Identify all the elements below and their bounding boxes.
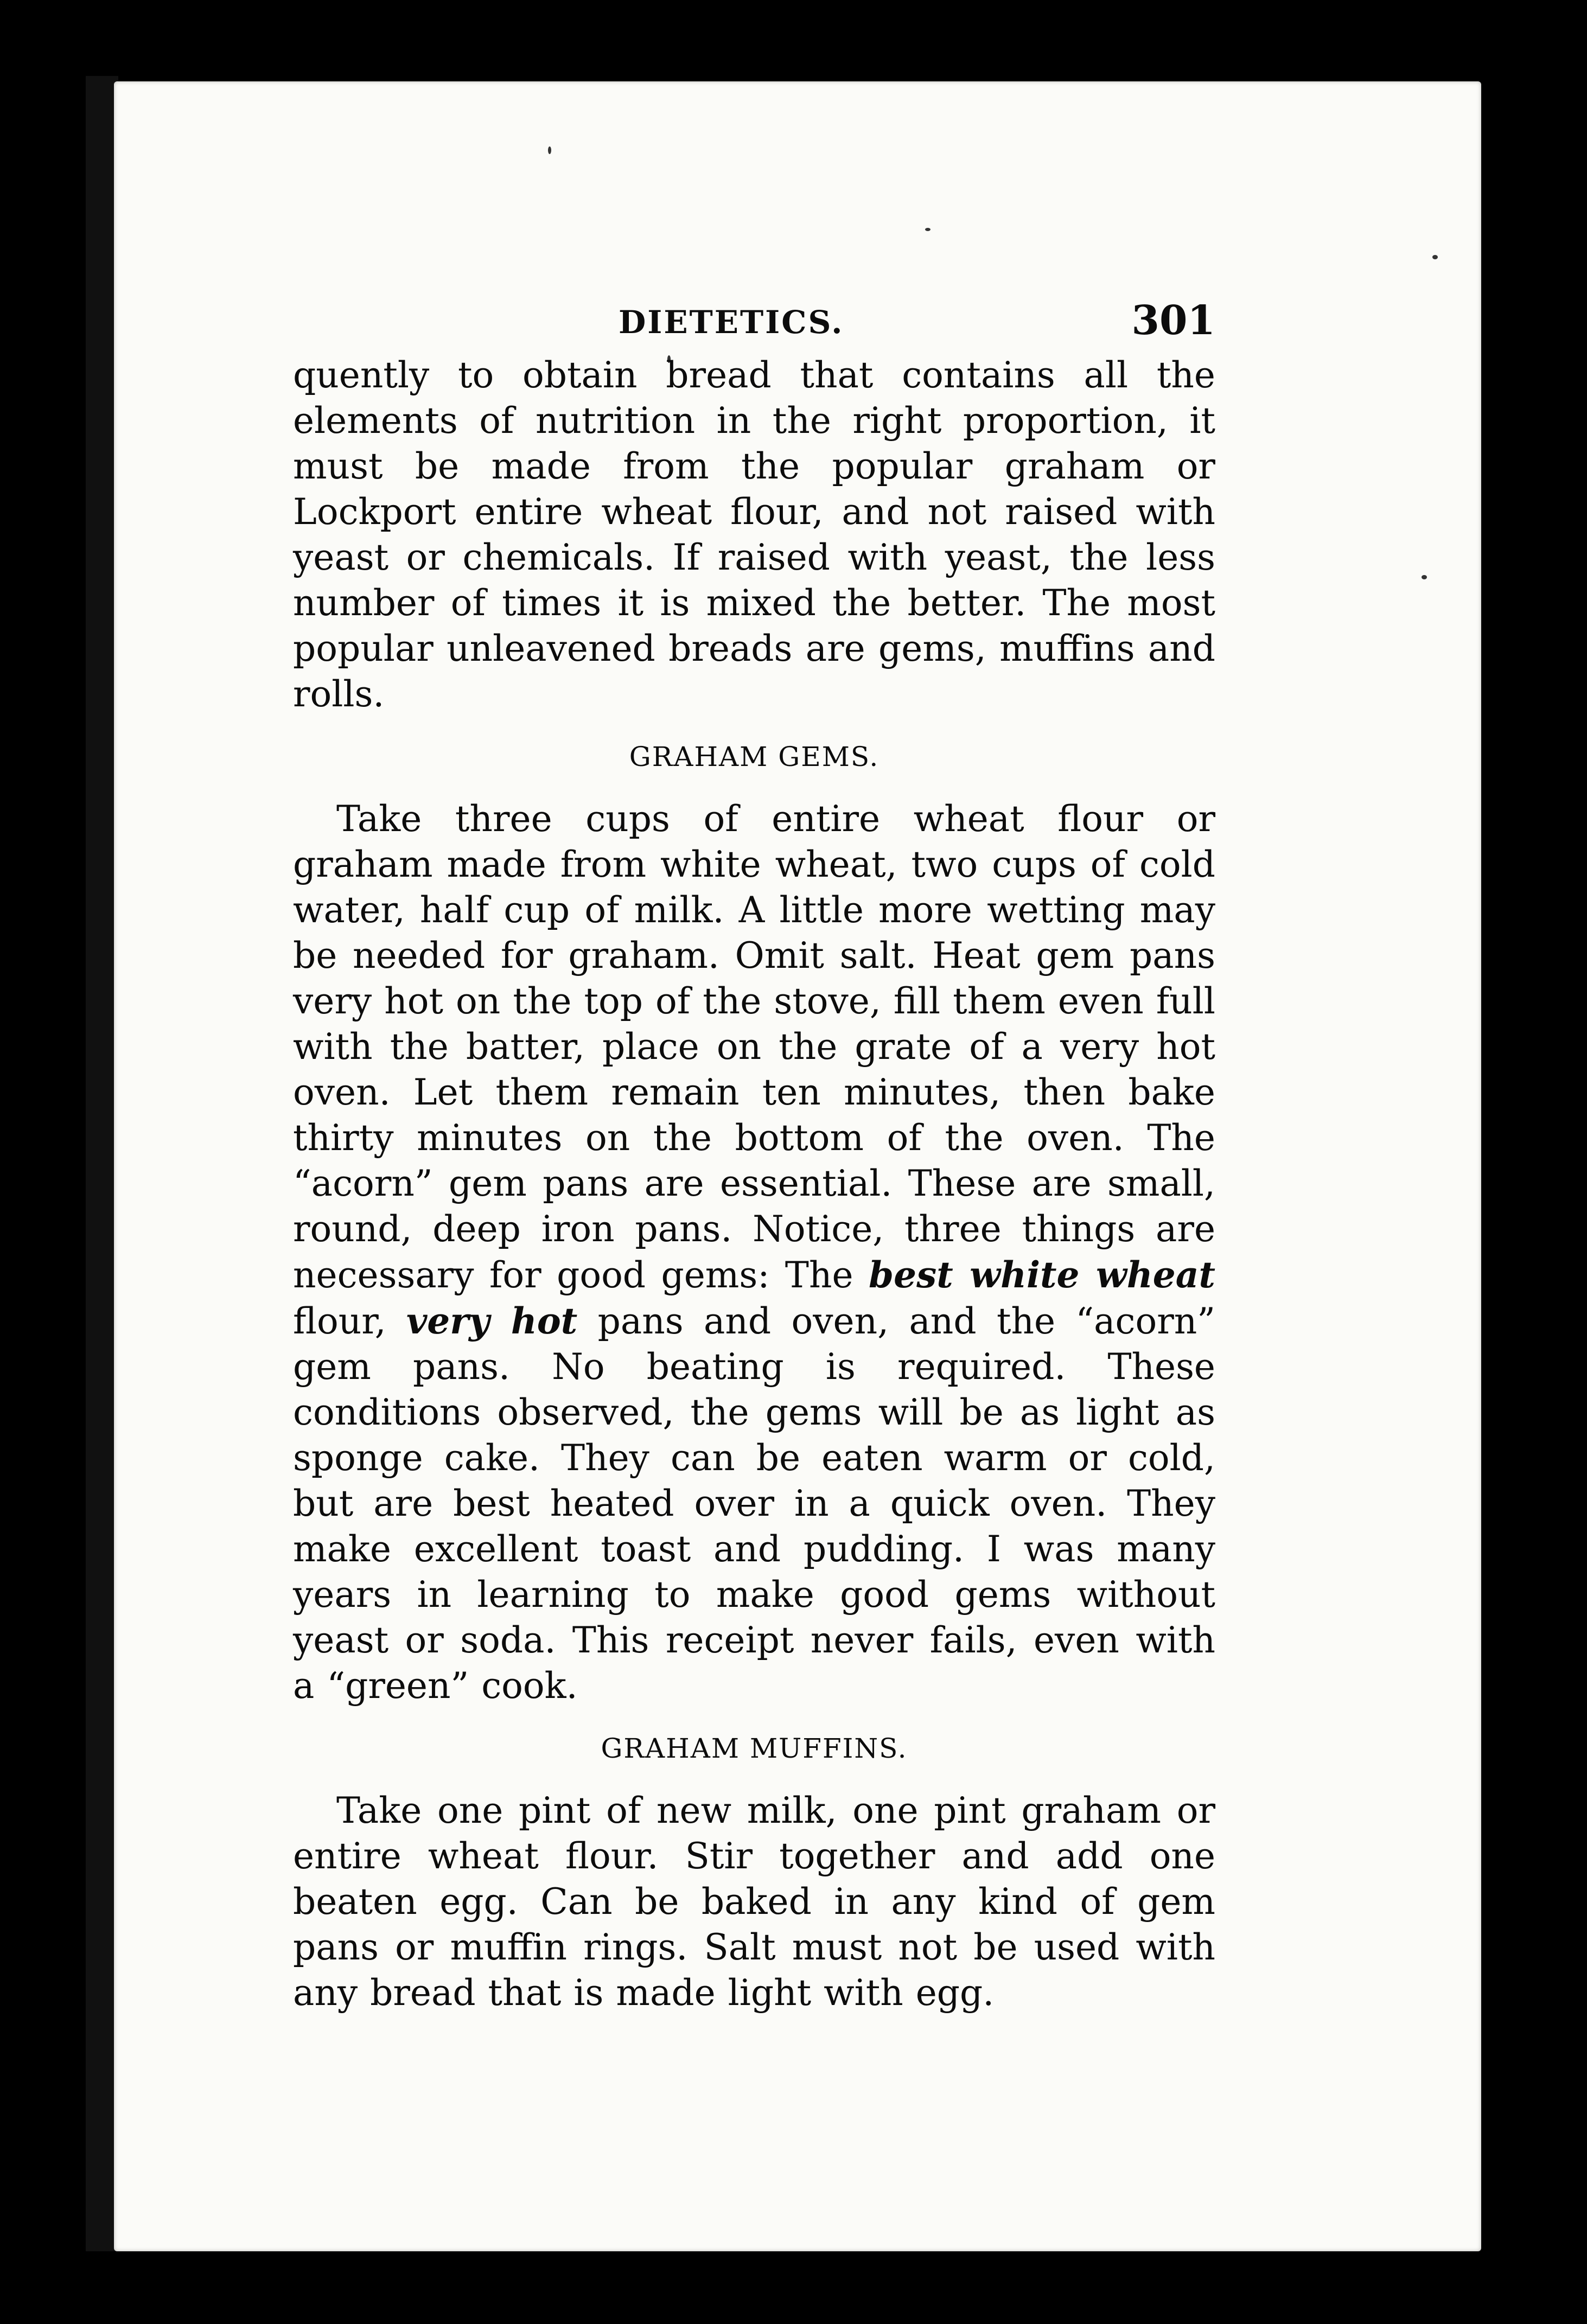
scan-speck <box>925 228 930 231</box>
section-heading-graham-muffins: GRAHAM MUFFINS. <box>601 1733 908 1764</box>
scan-speck <box>1432 255 1438 259</box>
graham-gems-paragraph <box>293 796 1215 1709</box>
scan-speck <box>548 146 551 154</box>
running-head-title: DIETETICS. <box>619 304 844 341</box>
running-head <box>293 293 1215 353</box>
page-text <box>293 293 1215 2016</box>
scan-speck <box>1422 575 1427 579</box>
binding-edge <box>86 76 118 2251</box>
intro-paragraph: quently to obtain bread that contains all the elements of nutrition in the right proportion, it must be made from the popular graham or Lockport entire wheat flour, and not raised with yeast or chemicals. If raised with yeast, the less number of times it is mixed the better. The most popular unleavened breads are gems, muffins and rolls. <box>293 354 1215 715</box>
graham-gems-italic-1: best white wheat <box>868 1254 1215 1296</box>
graham-gems-text-2: flour, <box>293 1300 386 1342</box>
graham-muffins-paragraph: Take one pint of new milk, one pint graham or entire wheat flour. Stir together and add one beaten egg. Can be baked in any kind of gem pans or muffin rings. Salt must not be used with any bread that is made light with egg. <box>293 1790 1215 2014</box>
section-heading-graham-gems: GRAHAM GEMS. <box>629 741 879 772</box>
graham-gems-text-1: Take three cups of entire wheat flour or graham made from white wheat, two cups of cold water, half cup of milk. A little more wetting may be needed for graham. Omit salt. Heat gem pans very hot on the top of the stove, fill them even full with the batter, place on the grate of a very hot oven. Let them remain ten minutes, then bake thirty minutes on the bottom of the oven. The “acorn” gem pans are essential. These are small, round, deep iron pans. Notice, three things are necessary for good gems: The <box>293 798 1215 1296</box>
graham-gems-italic-2: very hot <box>406 1300 578 1342</box>
graham-gems-text-3: pans and oven, and the “acorn” gem pans. No beating is required. These conditions observed, the gems will be as light as sponge cake. They can be eaten warm or cold, but are best heated over in a quick oven. They make excellent toast and pudding. I was many years in learning to make good gems without yeast or soda. This receipt never fails, even with a “green” cook. <box>293 1300 1216 1707</box>
page-number: 301 <box>1131 297 1215 344</box>
